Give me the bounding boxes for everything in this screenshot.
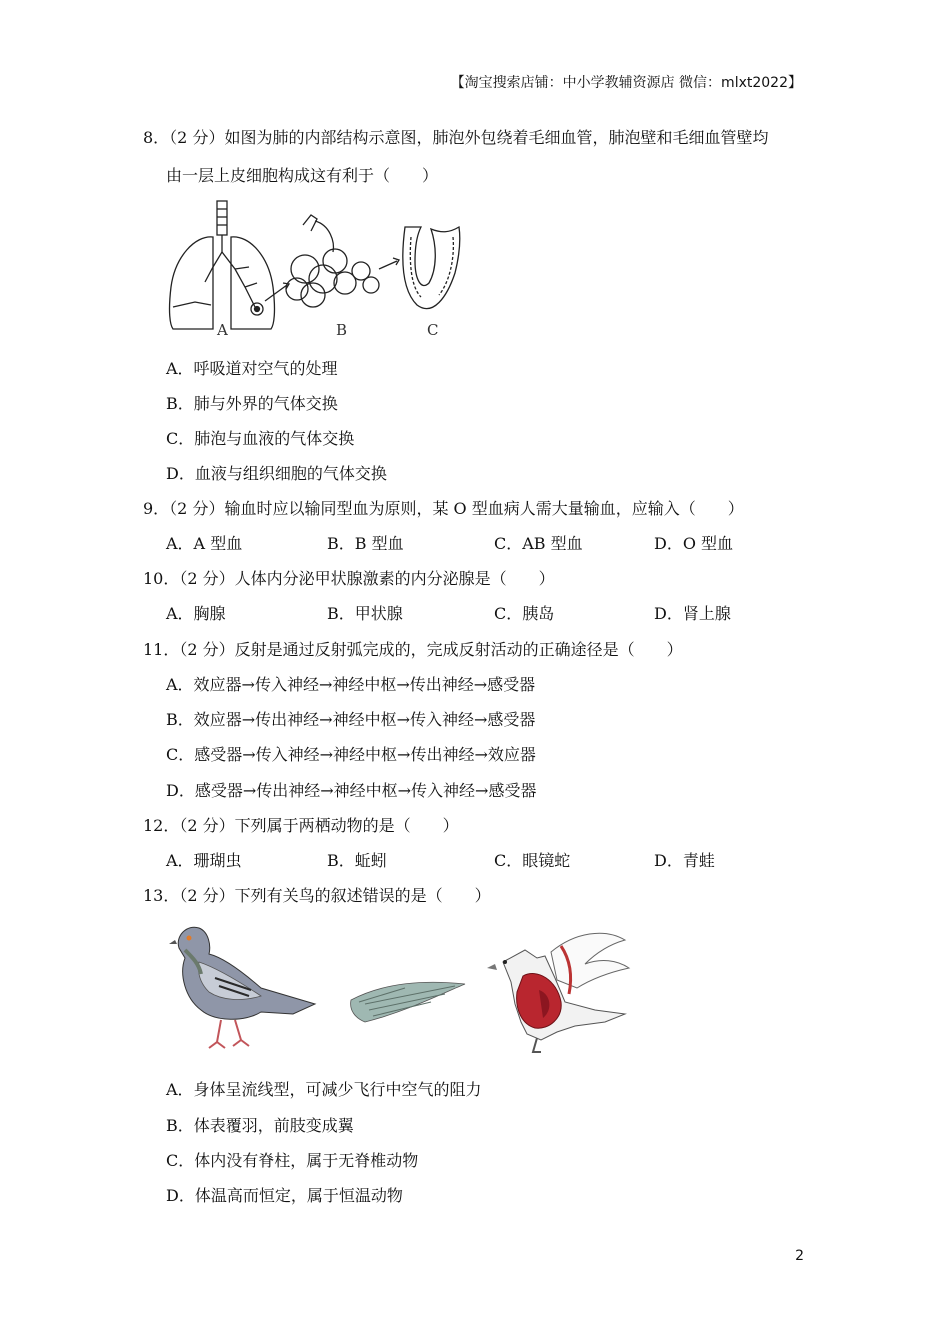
q10-option-b: B．甲状腺 [327, 604, 403, 623]
figure-label-a: A [217, 321, 228, 339]
q8-option-b: B．肺与外界的气体交换 [166, 394, 338, 413]
q13-option-a: A．身体呈流线型，可减少飞行中空气的阻力 [166, 1080, 482, 1099]
bird-anatomy-illustration [487, 933, 629, 1052]
q12-option-b: B．蚯蚓 [327, 851, 387, 870]
q12-option-a: A．珊瑚虫 [166, 851, 242, 870]
q13-option-b: B．体表覆羽，前肢变成翼 [166, 1116, 354, 1135]
q10-option-c: C．胰岛 [494, 604, 555, 623]
q10-stem: 10．（2 分）人体内分泌甲状腺激素的内分泌腺是（ ） [143, 569, 555, 588]
page-number: 2 [795, 1248, 804, 1264]
q13-option-c: C．体内没有脊柱，属于无脊椎动物 [166, 1151, 419, 1170]
q11-option-a: A．效应器→传入神经→神经中枢→传出神经→感受器 [166, 675, 536, 694]
q11-stem: 11．（2 分）反射是通过反射弧完成的，完成反射活动的正确途径是（ ） [143, 640, 683, 659]
q13-option-d: D．体温高而恒定，属于恒温动物 [166, 1186, 403, 1205]
q8-option-a: A．呼吸道对空气的处理 [166, 359, 338, 378]
q12-option-c: C．眼镜蛇 [494, 851, 571, 870]
q10-option-d: D．肾上腺 [654, 604, 731, 623]
q10-option-a: A．胸腺 [166, 604, 226, 623]
lung-structure-figure [165, 197, 465, 342]
page-header: 【淘宝搜索店铺：中小学教辅资源店 微信：mlxt2022】 [450, 75, 802, 91]
q8-stem-line1: 8．（2 分）如图为肺的内部结构示意图，肺泡外包绕着毛细血管，肺泡壁和毛细血管壁均 [143, 128, 769, 147]
q9-option-a: A．A 型血 [166, 534, 243, 553]
wing-illustration [351, 982, 465, 1022]
pigeon-illustration [169, 927, 315, 1048]
q12-option-d: D．青蛙 [654, 851, 715, 870]
figure-label-b: B [336, 321, 348, 339]
q11-option-d: D．感受器→传出神经→神经中枢→传入神经→感受器 [166, 781, 537, 800]
q11-option-b: B．效应器→传出神经→神经中枢→传入神经→感受器 [166, 710, 536, 729]
q9-option-b: B．B 型血 [327, 534, 404, 553]
q11-option-c: C．感受器→传入神经→神经中枢→传出神经→效应器 [166, 745, 536, 764]
q8-stem-line2: 由一层上皮细胞构成这有利于（ ） [166, 166, 439, 185]
q9-stem: 9．（2 分）输血时应以输同型血为原则，某 O 型血病人需大量输血，应输入（ ） [143, 499, 744, 518]
q9-option-d: D．O 型血 [654, 534, 734, 553]
figure-label-c: C [427, 321, 439, 339]
q13-stem: 13．（2 分）下列有关鸟的叙述错误的是（ ） [143, 886, 491, 905]
q12-stem: 12．（2 分）下列属于两栖动物的是（ ） [143, 816, 459, 835]
q9-option-c: C．AB 型血 [494, 534, 583, 553]
q8-option-c: C．肺泡与血液的气体交换 [166, 429, 355, 448]
q8-option-d: D．血液与组织细胞的气体交换 [166, 464, 387, 483]
bird-figure [165, 918, 635, 1058]
